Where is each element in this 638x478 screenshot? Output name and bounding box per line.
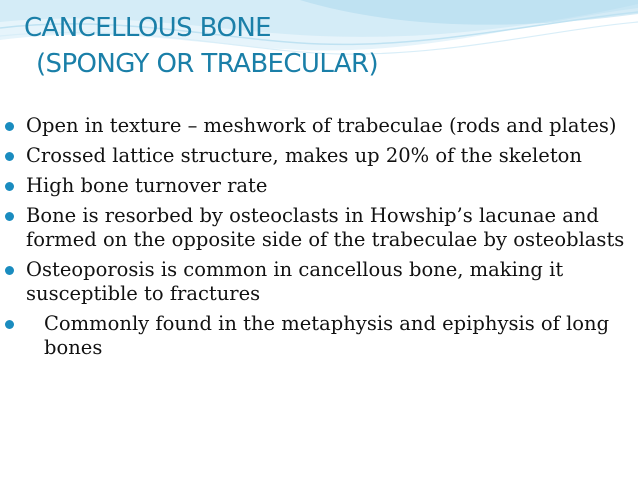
bullet-dot-icon — [5, 212, 14, 221]
bullet-list — [0, 114, 632, 366]
bullet-text: Bone is resorbed by osteoclasts in Howship’s lacunae and formed on the opposite side of the trabeculae by osteoblasts — [26, 204, 625, 251]
bullet-dot-icon — [5, 152, 14, 161]
bullet-item — [0, 144, 632, 168]
bullet-text: High bone turnover rate — [26, 174, 268, 197]
bullet-text: Crossed lattice structure, makes up 20% of the skeleton — [26, 144, 582, 167]
title-line-2: (SPONGY OR TRABECULAR) — [36, 49, 379, 79]
bullet-item — [0, 114, 632, 138]
bullet-item — [0, 204, 632, 252]
bullet-item — [0, 312, 632, 360]
bullet-item — [0, 174, 632, 198]
bullet-dot-icon — [5, 320, 14, 329]
bullet-text: Open in texture – meshwork of trabeculae (rods and plates) — [26, 114, 617, 137]
bullet-dot-icon — [5, 182, 14, 191]
bullet-text: Osteoporosis is common in cancellous bone, making it susceptible to fractures — [26, 258, 564, 305]
slide-title — [24, 10, 624, 82]
bullet-text: Commonly found in the metaphysis and epiphysis of long bones — [44, 312, 610, 359]
bullet-item — [0, 258, 632, 306]
title-line-1: CANCELLOUS BONE — [24, 13, 272, 43]
bullet-dot-icon — [5, 266, 14, 275]
bullet-dot-icon — [5, 122, 14, 131]
